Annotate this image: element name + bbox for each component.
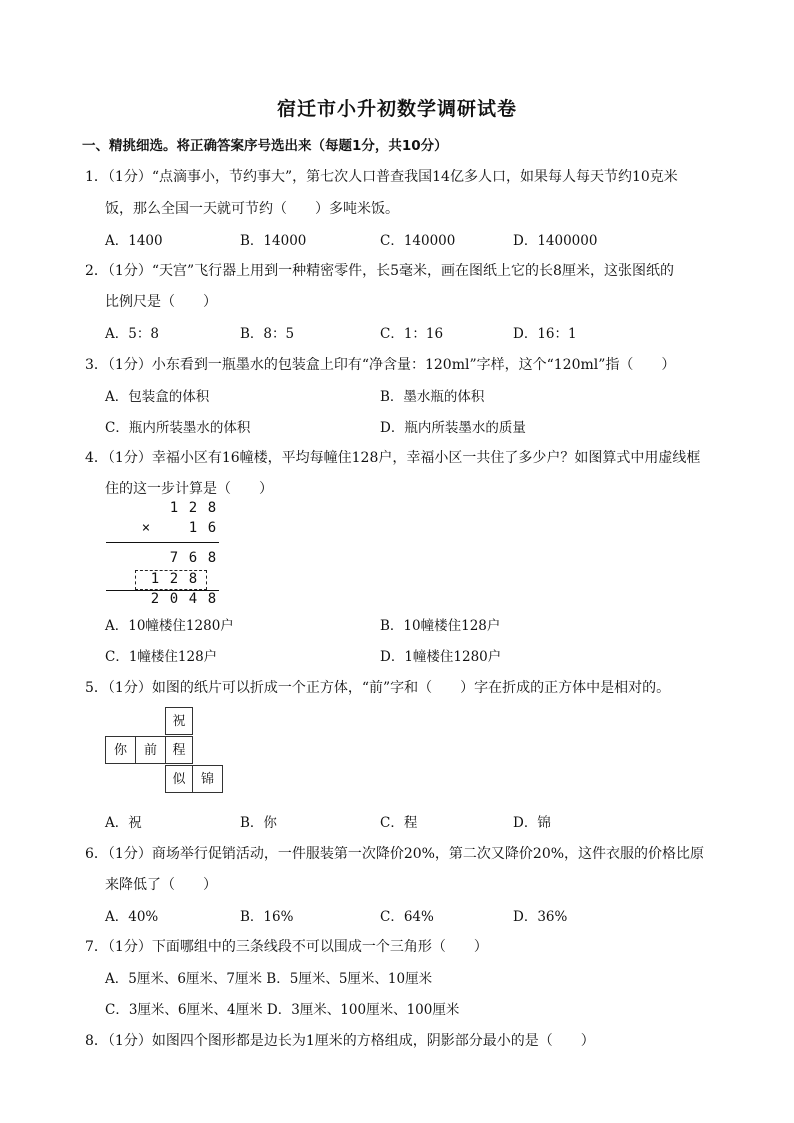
q1-option-c[interactable]: C．140000 — [380, 233, 456, 249]
calc-digit: 6 — [188, 550, 198, 566]
q2-option-a[interactable]: A．5：8 — [105, 326, 159, 342]
calc-rule — [106, 590, 219, 591]
calc-digit: 1 — [169, 500, 179, 516]
net-cell: 前 — [135, 736, 166, 764]
question-1-text-cont: 饭，那么全国一天就可节约（ ）多吨米饭。 — [105, 201, 399, 217]
q1-option-d[interactable]: D．1400000 — [513, 233, 598, 249]
q5-option-d[interactable]: D．锦 — [513, 815, 551, 831]
question-4-text-cont: 住的这一步计算是（ ） — [105, 481, 273, 497]
question-5-text: 5．（1分）如图的纸片可以折成一个正方体，“前”字和（ ）字在折成的正方体中是相对的。 — [85, 680, 671, 696]
question-6-text: 6．（1分）商场举行促销活动，一件服装第一次降价20%，第二次又降价20%，这件衣服的价格比原 — [85, 846, 705, 862]
calc-digit: 2 — [188, 500, 198, 516]
q1-option-b[interactable]: B．14000 — [240, 233, 307, 249]
q1-option-a[interactable]: A．1400 — [105, 233, 163, 249]
net-cell: 你 — [105, 736, 136, 764]
q2-option-d[interactable]: D．16：1 — [513, 326, 577, 342]
question-7-text: 7．（1分）下面哪组中的三条线段不可以围成一个三角形（ ） — [85, 939, 488, 955]
q3-option-b[interactable]: B．墨水瓶的体积 — [380, 389, 485, 405]
calc-digit: 8 — [207, 591, 217, 607]
calc-digit: 7 — [169, 550, 179, 566]
net-cell: 似 — [165, 765, 193, 793]
calc-rule — [106, 542, 219, 543]
q4-option-c[interactable]: C．1幢楼住128户 — [105, 649, 218, 665]
q4-option-a[interactable]: A．10幢楼住1280户 — [105, 618, 234, 634]
calc-digit: 2 — [150, 591, 160, 607]
q4-option-b[interactable]: B．10幢楼住128户 — [380, 618, 501, 634]
multiply-sign: × — [141, 520, 151, 536]
net-cell: 祝 — [165, 707, 193, 735]
q3-option-c[interactable]: C．瓶内所装墨水的体积 — [105, 420, 251, 436]
q5-option-c[interactable]: C．程 — [380, 815, 418, 831]
question-8-text: 8．（1分）如图四个图形都是边长为1厘米的方格组成，阴影部分最小的是（ ） — [85, 1033, 595, 1049]
calc-digit: 1 — [188, 520, 198, 536]
net-cell: 锦 — [192, 765, 223, 793]
calc-digit: 0 — [169, 591, 179, 607]
calc-digit: 8 — [188, 571, 198, 587]
q7-options-cd[interactable]: C．3厘米、6厘米、4厘米 D．3厘米、100厘米、100厘米 — [105, 1002, 460, 1018]
question-1-text: 1．（1分）“点滴事小，节约事大”，第七次人口普查我国14亿多人口，如果每人每天节约10克米 — [85, 169, 678, 185]
section-heading: 一、精挑细选。将正确答案序号选出来（每题1分，共10分） — [82, 138, 448, 154]
calc-digit: 6 — [207, 520, 217, 536]
question-3-text: 3．（1分）小东看到一瓶墨水的包装盒上印有“净含量：120ml”字样，这个“120ml”指（ ） — [85, 357, 676, 373]
calc-digit: 8 — [207, 500, 217, 516]
q4-option-d[interactable]: D．1幢楼住1280户 — [380, 649, 502, 665]
q3-option-d[interactable]: D．瓶内所装墨水的质量 — [380, 420, 526, 436]
q6-option-a[interactable]: A．40% — [105, 909, 159, 925]
calc-digit: 1 — [150, 571, 160, 587]
q5-option-b[interactable]: B．你 — [240, 815, 277, 831]
q6-option-d[interactable]: D．36% — [513, 909, 568, 925]
page-title: 宿迁市小升初数学调研试卷 — [276, 98, 517, 120]
net-cell: 程 — [165, 736, 193, 764]
calc-digit: 4 — [188, 591, 198, 607]
q3-option-a[interactable]: A．包装盒的体积 — [105, 389, 210, 405]
q2-option-c[interactable]: C．1：16 — [380, 326, 444, 342]
q5-option-a[interactable]: A．祝 — [105, 815, 142, 831]
question-6-text-cont: 来降低了（ ） — [105, 877, 217, 893]
q6-option-b[interactable]: B．16% — [240, 909, 294, 925]
calc-digit: 2 — [169, 571, 179, 587]
q2-option-b[interactable]: B．8：5 — [240, 326, 295, 342]
calc-digit: 8 — [207, 550, 217, 566]
question-2-text-cont: 比例尺是（ ） — [105, 294, 217, 310]
q7-options-ab[interactable]: A．5厘米、6厘米、7厘米 B．5厘米、5厘米、10厘米 — [105, 971, 433, 987]
question-4-text: 4．（1分）幸福小区有16幢楼，平均每幢住128户，幸福小区一共住了多少户？如图算式中用虚线框 — [85, 450, 701, 466]
q6-option-c[interactable]: C．64% — [380, 909, 434, 925]
question-2-text: 2．（1分）“天宫”飞行器上用到一种精密零件，长5毫米，画在图纸上它的长8厘米，这张图纸的 — [85, 263, 674, 279]
